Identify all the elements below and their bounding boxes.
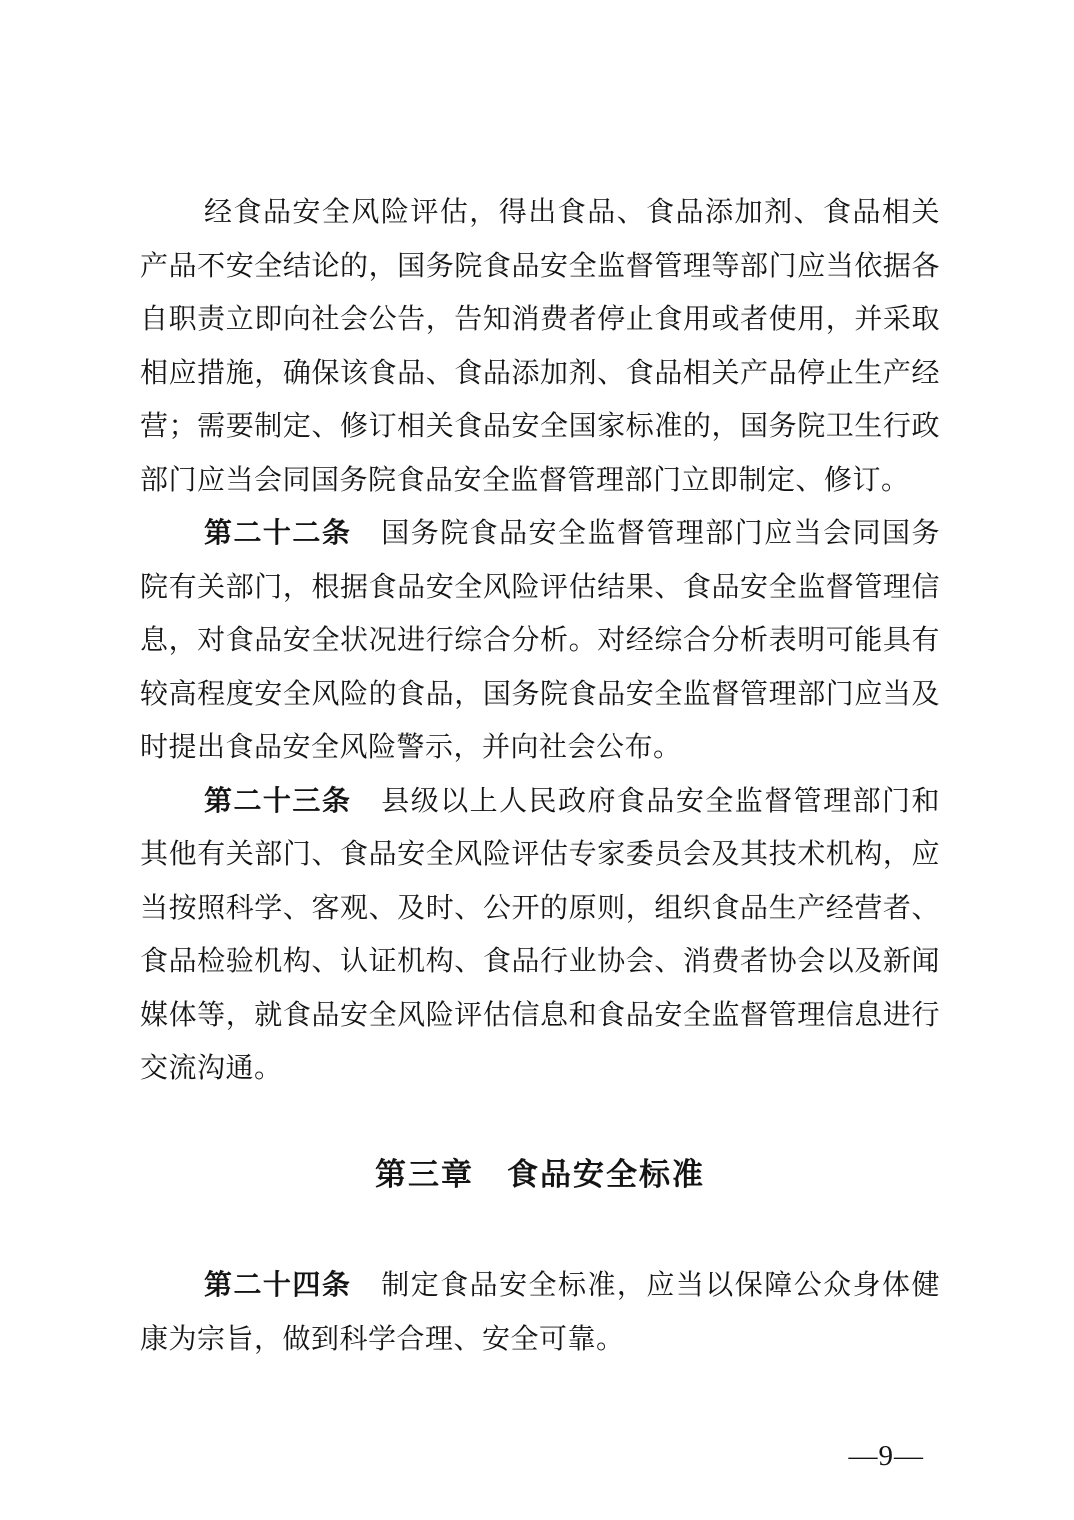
paragraph-continuation: 经食品安全风险评估，得出食品、食品添加剂、食品相关产品不安全结论的，国务院食品安全监督管理等部门应当依据各自职责立即向社会公告，告知消费者停止食用或者使用，并采取相应措施，确保该食品、食品添加剂、食品相关产品停止生产经营；需要制定、修订相关食品安全国家标准的，国务院卫生行政部门应当会同国务院食品安全监督管理部门立即制定、修订。: [140, 197, 940, 496]
chapter-heading: 第三章 食品安全标准: [375, 1156, 705, 1192]
article-24-number: 第二十四条: [204, 1270, 352, 1301]
article-24-text: 制定食品安全标准，应当以保障公众身体健康为宗旨，做到科学合理、安全可靠。: [140, 1270, 940, 1355]
paragraph-article-23: [140, 775, 940, 1096]
page-content: [140, 186, 940, 1366]
paragraph-article-22: [140, 507, 940, 775]
page-number: —9—: [848, 1440, 924, 1472]
article-23-number: 第二十三条: [204, 785, 352, 817]
article-22-text: 国务院食品安全监督管理部门应当会同国务院有关部门，根据食品安全风险评估结果、食品安全监督管理信息，对食品安全状况进行综合分析。对经综合分析表明可能具有较高程度安全风险的食品，国务院食品安全监督管理部门应当及时提出食品安全风险警示，并向社会公布。: [140, 518, 940, 763]
paragraph-article-24: [140, 1259, 940, 1366]
article-22-number: 第二十二条: [204, 518, 352, 549]
article-23-text: 县级以上人民政府食品安全监督管理部门和其他有关部门、食品安全风险评估专家委员会及其技术机构，应当按照科学、客观、及时、公开的原则，组织食品生产经营者、食品检验机构、认证机构、食品行业协会、消费者协会以及新闻媒体等，就食品安全风险评估信息和食品安全监督管理信息进行交流沟通。: [140, 785, 940, 1084]
